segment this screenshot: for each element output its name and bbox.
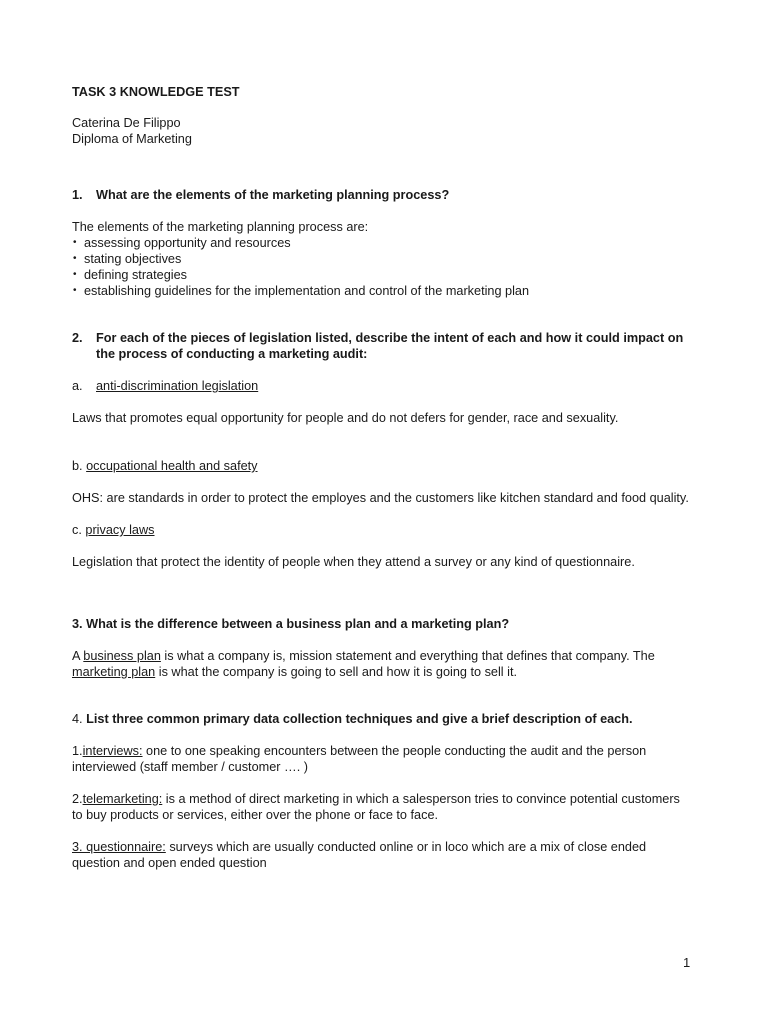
business-plan-term: business plan (83, 649, 161, 663)
list-item: • defining strategies (72, 267, 692, 283)
technique-3 (72, 839, 692, 871)
course-name: Diploma of Marketing (72, 132, 192, 146)
question-3-text: 3. What is the difference between a business plan and a marketing plan? (72, 617, 510, 631)
subsection-b-title: occupational health and safety (86, 459, 258, 473)
subsection-a-label: a. (72, 379, 83, 393)
answer-3-part: A (72, 649, 84, 663)
technique-1-number: 1. (72, 744, 83, 758)
subsection-a-text: Laws that promotes equal opportunity for people and do not defers for gender, race and sexuality. (72, 411, 619, 425)
question-4-text: List three common primary data collection techniques and give a brief description of each. (86, 712, 633, 726)
technique-1 (72, 743, 692, 775)
question-4 (72, 711, 692, 727)
technique-2-term: telemarketing: (82, 792, 163, 806)
answer-3-part: is what the company is going to sell and how it is going to sell it. (155, 665, 518, 679)
list-item: • assessing opportunity and resources (72, 235, 692, 251)
technique-1-text: one to one speaking encounters between the people conducting the audit and the person interviewed (staff member / customer …. ) (72, 744, 647, 774)
question-1-number: 1. (72, 188, 83, 202)
list-item: • stating objectives (72, 251, 692, 267)
subsection-a-title: anti-discrimination legislation (96, 379, 259, 393)
answer-3-part: is what a company is, mission statement and everything that defines that company. The (160, 649, 655, 663)
list-item: • establishing guidelines for the implementation and control of the marketing plan (72, 283, 692, 299)
technique-3-term: 3. questionnaire: (72, 840, 166, 854)
question-2 (72, 330, 692, 362)
question-2-text: For each of the pieces of legislation listed, describe the intent of each and how it could impact on the process of conducting a marketing audit: (96, 331, 684, 361)
document-title: TASK 3 KNOWLEDGE TEST (72, 85, 240, 99)
question-4-number: 4. (72, 712, 83, 726)
question-1-text: What are the elements of the marketing planning process? (96, 188, 450, 202)
subsection-c-label: c. (72, 523, 82, 537)
question-2-number: 2. (72, 331, 83, 345)
marketing-plan-term: marketing plan (72, 665, 156, 679)
subsection-c-title: privacy laws (85, 523, 155, 537)
subsection-b-label: b. (72, 459, 83, 473)
subsection-a-heading (72, 378, 692, 394)
technique-1-term: interviews: (82, 744, 143, 758)
document-page (72, 84, 692, 871)
subsection-b-heading (72, 458, 692, 474)
answer-3-text (72, 648, 692, 680)
technique-2 (72, 791, 692, 823)
technique-2-number: 2. (72, 792, 83, 806)
subsection-c-text: Legislation that protect the identity of people when they attend a survey or any kind of questionnaire. (72, 555, 635, 569)
page-number: 1 (683, 955, 691, 970)
technique-3-text: surveys which are usually conducted online or in loco which are a mix of close ended question and open ended question (72, 840, 647, 870)
author-name: Caterina De Filippo (72, 116, 181, 130)
answer-1-list (72, 235, 692, 299)
answer-1-intro: The elements of the marketing planning process are: (72, 220, 369, 234)
subsection-c-heading (72, 522, 692, 538)
subsection-b-text: OHS: are standards in order to protect the employes and the customers like kitchen standard and food quality. (72, 491, 689, 505)
question-1 (72, 187, 692, 203)
technique-2-text: is a method of direct marketing in which a salesperson tries to convince potential customers to buy products or services, either over the phone or face to face. (72, 792, 680, 822)
